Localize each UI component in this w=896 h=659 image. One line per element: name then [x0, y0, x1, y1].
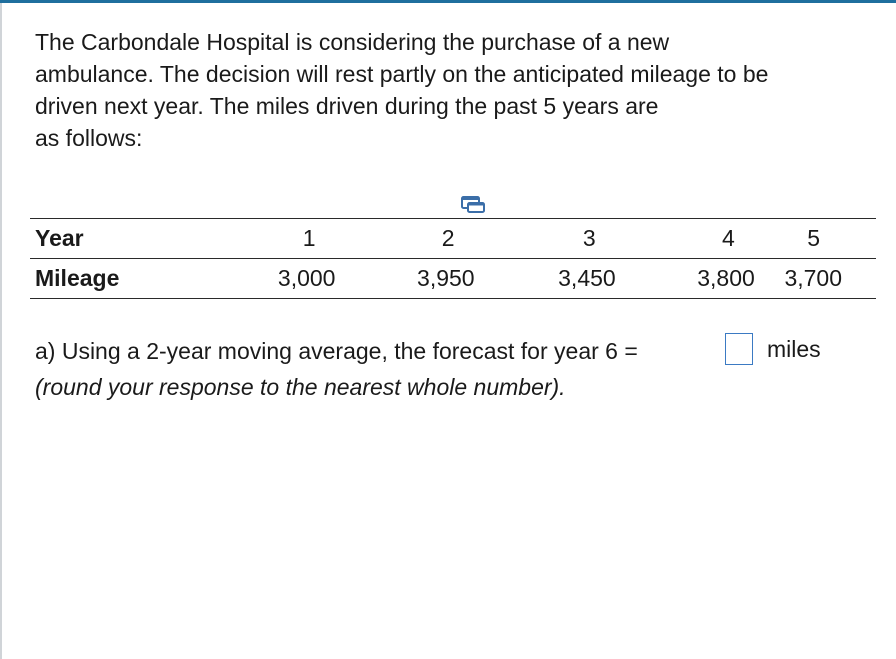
copy-data-icon[interactable] — [460, 194, 486, 214]
year-cell: 2 — [319, 219, 458, 259]
problem-line-1: The Carbondale Hospital is considering the purchase of a new — [35, 29, 670, 55]
mileage-cell: 3,000 — [180, 259, 319, 299]
problem-line-2: ambulance. The decision will rest partly on the anticipated mileage to be — [35, 61, 769, 87]
top-accent-bar — [0, 0, 896, 3]
year-cell: 3 — [459, 219, 598, 259]
question-text: a) Using a 2-year moving average, the forecast for year 6 = — [35, 338, 638, 364]
mileage-cell: 3,700 — [737, 259, 876, 299]
year-cell: 4 — [598, 219, 737, 259]
table-row-mileage — [30, 259, 876, 299]
rounding-hint: (round your response to the nearest whole number). — [35, 374, 566, 400]
year-cell: 5 — [737, 219, 876, 259]
units-label: miles — [767, 336, 821, 362]
left-border — [0, 3, 2, 659]
mileage-table — [30, 218, 876, 299]
mileage-cell: 3,950 — [319, 259, 458, 299]
problem-line-3: driven next year. The miles driven during the past 5 years are — [35, 93, 659, 119]
mileage-cell: 3,800 — [598, 259, 737, 299]
year-cell: 1 — [180, 219, 319, 259]
problem-line-4: as follows: — [35, 125, 143, 151]
row-header-year: Year — [30, 219, 180, 259]
table-row-year — [30, 219, 876, 259]
forecast-answer-input[interactable] — [725, 333, 753, 365]
mileage-cell: 3,450 — [459, 259, 598, 299]
row-header-mileage: Mileage — [30, 259, 180, 299]
problem-statement — [35, 26, 875, 154]
